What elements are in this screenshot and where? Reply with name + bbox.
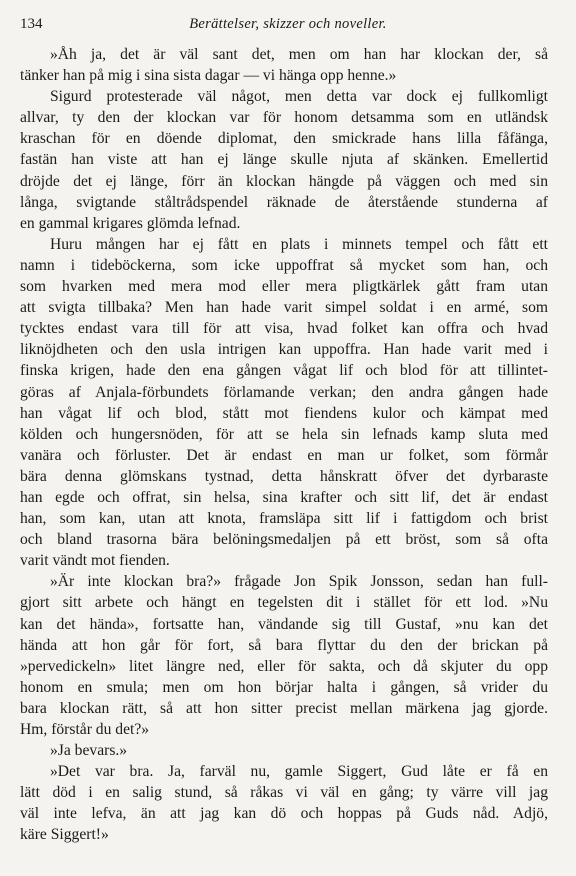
paragraph [20, 234, 548, 572]
running-head: Berättelser, skizzer och noveller. [189, 16, 387, 32]
text-line: »Är inte klockan bra?» frågade Jon Spik Jonsson, sedan han full- [50, 573, 548, 591]
text-line: »Det var bra. Ja, farväl nu, gamle Siggert, Gud låte er få en [50, 763, 548, 781]
text-line: han egde och offrat, sin helsa, sina krafter och sitt lif, det är endast [20, 488, 548, 506]
text-line: Hm, förstår du det?» [20, 721, 150, 738]
text-line: Huru mången har ej fått en plats i minnets tempel och fått ett [50, 235, 548, 253]
text-line: tänker han på mig i sina sista dagar — vi hänga opp henne.» [20, 67, 397, 85]
text-line: göras af Anjala-förbundets förlamande verkan; den andra gången hade [20, 383, 548, 401]
text-line: han, som kan, utan att knota, framsläpa sitt lif i fattigdom och brist [20, 510, 548, 528]
text-line: som hvarken med mera mod eller mera pligtkärlek gått fram utan [20, 278, 548, 296]
text-line: han vågat lif och blod, stått mot fiendens kulor och kämpat med [20, 404, 548, 422]
text-line: en gammal krigares glömda lefnad. [20, 214, 241, 232]
text-line: käre Siggert!» [20, 826, 109, 844]
text-line: gjort sitt arbete och hängt en tegelsten dit i stället för ett lod. »Nu [20, 594, 548, 612]
page-header [0, 12, 576, 36]
text-line: »pervedickeln» litet längre ned, eller för sakta, och då skjuter du opp [20, 657, 548, 675]
text-line: kan det hända», fortsatte han, vändande sig till Gustaf, »nu kan det [20, 615, 548, 633]
text-line: bara klockan rätt, så att hon sitter precist mellan märkena jag gjorde. [20, 699, 548, 717]
page-number: 134 [20, 16, 43, 32]
text-line: kraschan för en döende diplomat, den smickrade hans lilla fåfänga, [20, 130, 548, 148]
text-line: tycktes endast vara till för att visa, hvad folket kan offra och hvad [20, 320, 548, 338]
text-line: kölden och hungersnöden, för att se hela sin lefnads kamp sluta med [20, 425, 548, 443]
text-line: fastän han viste att han ej länge skulle njuta af skänken. Emellertid [20, 151, 548, 169]
text-line: honom en smula; men om hon börjar halta i gången, så vrider du [20, 678, 548, 696]
paragraph [20, 740, 548, 761]
body-text [20, 44, 548, 846]
text-line: väl inte lefva, än att jag kan dö och hoppas på Guds nåd. Adjö, [20, 805, 548, 823]
text-line: allvar, ty den der klockan var för honom detsamma som en utländsk [20, 109, 548, 127]
text-line: lätt död i en salig stund, så råkas vi väl en gång; ty värre vill jag [20, 784, 548, 802]
text-line: och bland trasorna bära belöningsmedaljen på ett bröst, som så ofta [20, 531, 548, 549]
paragraph [20, 44, 548, 86]
text-line: dröjde det ej länge, förr än klockan hängde på väggen och med sin [20, 172, 548, 190]
text-line: långa, svigtande ståltrådspendel räknade de återstående stunderna af [20, 193, 548, 211]
text-line: vanära och förluster. Det är endast en man ur folket, som förmår [20, 446, 548, 464]
text-line: bära denna glömskans tystnad, detta hånskratt öfver det dyrbaraste [20, 467, 548, 485]
text-line: att svigta tillbaka? Men han hade varit simpel soldat i en armé, som [20, 299, 548, 317]
text-line: »Åh ja, det är väl sant det, men om han har klockan der, så [50, 46, 548, 63]
text-line: finska krigen, hade den ena gången vågat lif och blod för att tillintet- [20, 362, 548, 380]
text-line: varit vändt mot fienden. [20, 552, 170, 570]
text-line: Sigurd protesterade väl något, men detta var dock ej fullkomligt [50, 88, 548, 106]
paragraph [20, 761, 548, 845]
paragraph [20, 86, 548, 234]
paragraph [20, 571, 548, 740]
text-line: namn i tideböckerna, som icke uppoffrat så mycket som han, och [20, 256, 548, 274]
text-line: liknöjdheten och den usla intrigen kan uppoffra. Han hade varit med i [20, 341, 548, 359]
text-line: hända att hon går för fort, så bara flyttar du den der brickan på [20, 636, 548, 654]
text-line: »Ja bevars.» [50, 742, 128, 760]
